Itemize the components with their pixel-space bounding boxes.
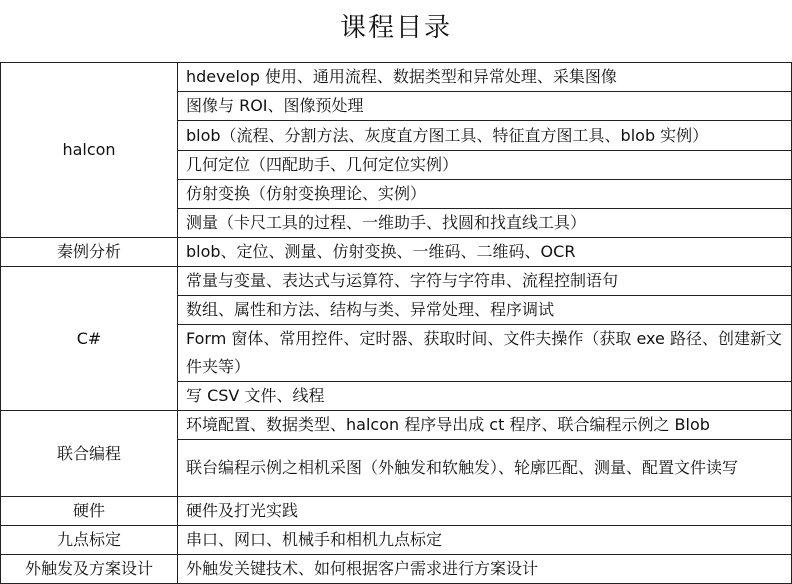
page-title: 课程目录	[339, 13, 452, 43]
course-item: 几何定位（四配助手、几何定位实例）	[178, 151, 792, 180]
course-item: Form 窗体、常用控件、定时器、获取时间、文件夫操作（获取 exe 路径、创建新文件夹等）	[178, 325, 792, 382]
course-item: hdevelop 使用、通用流程、数据类型和异常处理、采集图像	[178, 63, 792, 92]
course-item: 联台编程示例之相机采图（外触发和软触发）、轮廓匹配、测量、配置文件读写	[178, 440, 792, 497]
course-catalog-table	[0, 62, 792, 584]
category-cell-external-trigger: 外触发及方案设计	[1, 555, 178, 584]
course-item: blob、定位、测量、仿射变换、一维码、二维码、OCR	[178, 238, 792, 267]
category-cell-joint-programming: 联合编程	[1, 411, 178, 497]
course-item: 仿射变换（仿射变换理论、实例）	[178, 180, 792, 209]
table-row	[1, 411, 792, 440]
course-item: 串口、网口、机械手和相机九点标定	[178, 526, 792, 555]
category-cell-nine-point-calibration: 九点标定	[1, 526, 178, 555]
course-item: 图像与 ROI、图像预处理	[178, 92, 792, 121]
table-row	[1, 526, 792, 555]
course-item: blob（流程、分割方法、灰度直方图工具、特征直方图工具、blob 实例）	[178, 121, 792, 151]
course-item: 环境配置、数据类型、halcon 程序导出成 ct 程序、联合编程示例之 Blob	[178, 411, 792, 440]
category-cell-halcon: halcon	[1, 63, 178, 238]
category-cell-case-analysis: 秦例分析	[1, 238, 178, 267]
course-item: 外触发关键技术、如何根据客户需求进行方案设计	[178, 555, 792, 584]
table-row	[1, 267, 792, 296]
course-item: 数组、属性和方法、结构与类、异常处理、程序调试	[178, 296, 792, 325]
course-item: 硬件及打光实践	[178, 497, 792, 526]
course-item: 测量（卡尺工具的过程、一维助手、找圆和找直线工具）	[178, 209, 792, 238]
category-cell-csharp: C#	[1, 267, 178, 411]
table-row	[1, 63, 792, 92]
course-item: 写 CSV 文件、线程	[178, 382, 792, 411]
table-row	[1, 497, 792, 526]
category-cell-hardware: 硬件	[1, 497, 178, 526]
table-row	[1, 238, 792, 267]
table-row	[1, 555, 792, 584]
course-item: 常量与变量、表达式与运算符、字符与字符串、流程控制语句	[178, 267, 792, 296]
